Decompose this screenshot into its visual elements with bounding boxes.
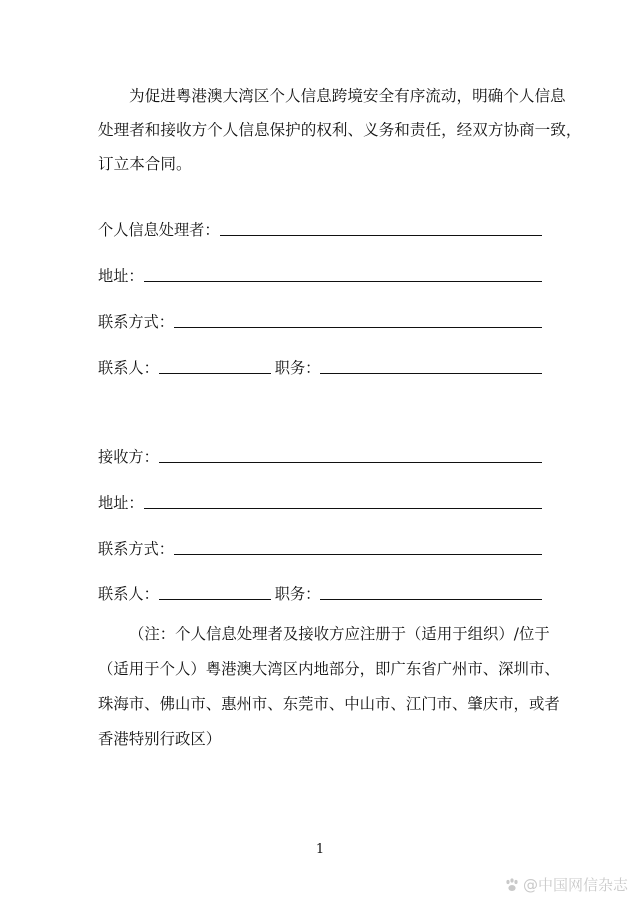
recipient-name-field <box>98 443 542 467</box>
recipient-contact-method-blank[interactable] <box>174 540 542 555</box>
recipient-contact-person-field <box>98 580 542 604</box>
processor-address-blank[interactable] <box>144 267 542 282</box>
recipient-contact-person-label: 联系人： <box>98 585 159 603</box>
note-line: （注：个人信息处理者及接收方应注册于（适用于组织）/位于 <box>129 625 550 643</box>
intro-line: 订立本合同。 <box>98 155 192 173</box>
recipient-name-label: 接收方： <box>98 448 159 466</box>
intro-line: 处理者和接收方个人信息保护的权利、义务和责任，经双方协商一致， <box>98 121 582 139</box>
processor-contact-person-blank[interactable] <box>159 359 271 374</box>
intro-paragraph <box>98 79 582 181</box>
paw-icon <box>504 877 520 893</box>
processor-address-field <box>98 262 542 286</box>
recipient-name-blank[interactable] <box>159 448 542 463</box>
recipient-contact-person-blank[interactable] <box>159 585 271 600</box>
processor-name-label: 个人信息处理者： <box>98 221 220 239</box>
processor-contact-person-field <box>98 354 542 378</box>
note-line: （适用于个人）粤港澳大湾区内地部分，即广东省广州市、深圳市、 <box>98 660 560 678</box>
processor-contact-method-label: 联系方式： <box>98 313 174 331</box>
processor-contact-method-field <box>98 308 542 332</box>
watermark <box>504 874 628 895</box>
recipient-position-label: 职务： <box>274 585 321 603</box>
processor-name-field <box>98 216 542 240</box>
processor-contact-person-label: 联系人： <box>98 359 159 377</box>
recipient-contact-method-field <box>98 535 542 559</box>
recipient-address-label: 地址： <box>98 494 144 512</box>
processor-contact-method-blank[interactable] <box>174 313 542 328</box>
processor-name-blank[interactable] <box>220 221 543 236</box>
intro-line: 为促进粤港澳大湾区个人信息跨境安全有序流动，明确个人信息 <box>129 87 566 105</box>
recipient-address-field <box>98 489 542 513</box>
recipient-position-blank[interactable] <box>320 585 542 600</box>
processor-position-blank[interactable] <box>320 359 542 374</box>
note-paragraph <box>98 617 560 757</box>
recipient-contact-method-label: 联系方式： <box>98 540 174 558</box>
note-line: 珠海市、佛山市、惠州市、东莞市、中山市、江门市、肇庆市，或者 <box>98 695 560 713</box>
recipient-address-blank[interactable] <box>144 494 542 509</box>
page-number: 1 <box>315 842 325 857</box>
watermark-text: @中国网信杂志 <box>522 876 628 894</box>
processor-position-label: 职务： <box>274 359 321 377</box>
note-line: 香港特别行政区） <box>98 730 222 748</box>
processor-address-label: 地址： <box>98 267 144 285</box>
